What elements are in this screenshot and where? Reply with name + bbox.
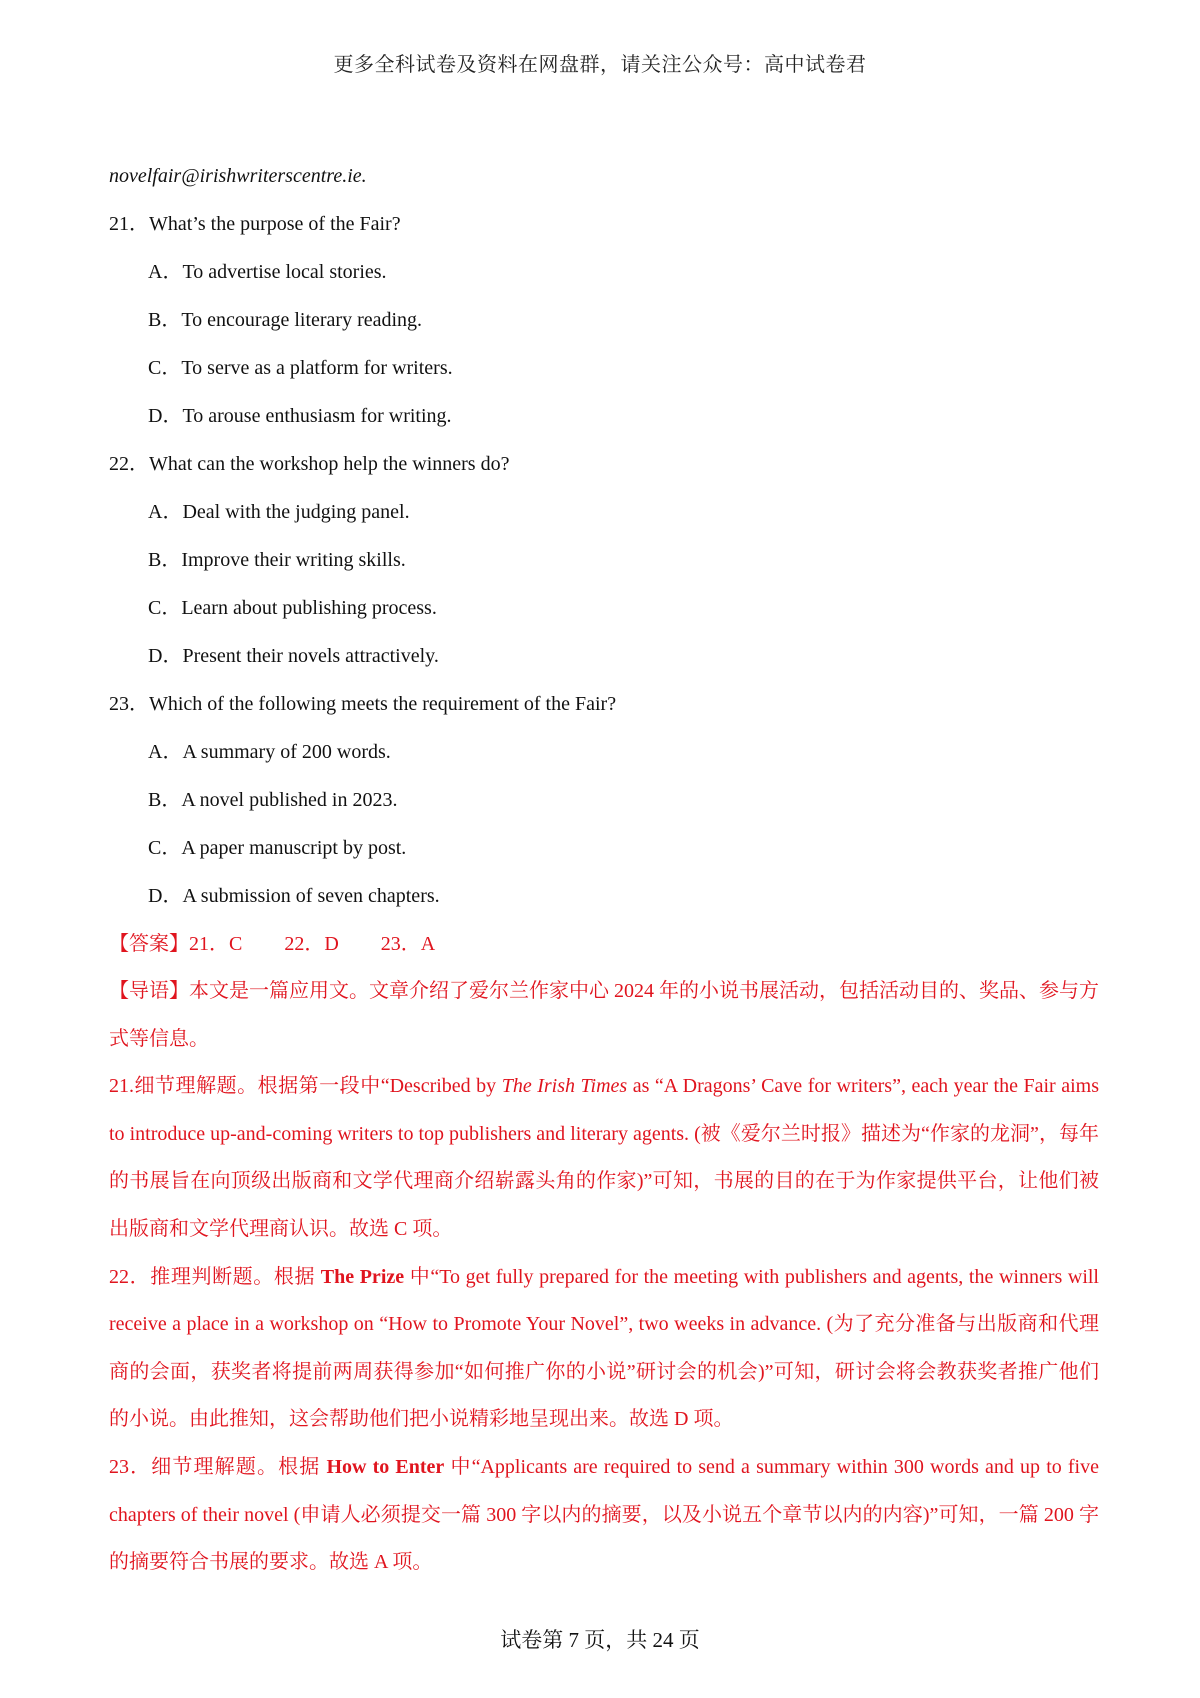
option-b: B．A novel published in 2023. <box>148 789 398 811</box>
answer-line <box>109 920 1099 968</box>
question-22 <box>109 440 1099 680</box>
question-stem: 21．What’s the purpose of the Fair? <box>109 213 401 235</box>
section-title-how-to-enter: How to Enter <box>326 1455 445 1478</box>
page-footer: 试卷第 7 页，共 24 页 <box>500 1628 700 1652</box>
section-title-prize: The Prize <box>320 1265 405 1288</box>
answer-label: 【答案】 <box>109 933 189 955</box>
newspaper-title: The Irish Times <box>501 1075 628 1098</box>
explanation-23 <box>109 1444 1099 1587</box>
question-stem: 22．What can the workshop help the winners do? <box>109 453 510 475</box>
explanation-22-text: 22．推理判断题。根据 <box>109 1265 321 1288</box>
guide-text: 本文是一篇应用文。文章介绍了爱尔兰作家中心 2024 年的小说书展活动，包括活动目的、奖品、参与方式等信息。 <box>109 980 1099 1050</box>
option-d: D．To arouse enthusiasm for writing. <box>148 405 452 427</box>
option-c: C．A paper manuscript by post. <box>148 837 407 859</box>
option-a: A．Deal with the judging panel. <box>148 501 410 523</box>
option-b: B．To encourage literary reading. <box>148 309 423 331</box>
answer-22: 22．D <box>284 933 339 955</box>
option-d: D．Present their novels attractively. <box>148 645 439 667</box>
question-21 <box>109 200 1099 440</box>
guide-paragraph <box>109 968 1099 1063</box>
explanation-21-text: 21.细节理解题。根据第一段中“Described by <box>109 1075 502 1098</box>
option-a: A．A summary of 200 words. <box>148 741 391 763</box>
explanation-22-text-2: 中“To get fully prepared for the meeting with publishers and agents, the winners will receive a place in a workshop on “How to Promote Your Novel”, two weeks in advance. (为了充分准备与出版商和代理商的会面，获奖者将提前两周获得参加“如何推广你的小说”研讨会的机会)”可知，研讨会将会教获奖者推广他们的小说。由此推知，这会帮助他们把小说精彩地呈现出来。故选 D 项。 <box>109 1265 1099 1431</box>
page-header: 更多全科试卷及资料在网盘群，请关注公众号：高中试卷君 <box>333 54 867 76</box>
email-line: novelfair@irishwriterscentre.ie. <box>109 165 367 187</box>
explanation-23-text: 23．细节理解题。根据 <box>109 1455 327 1478</box>
option-c: C．To serve as a platform for writers. <box>148 357 453 379</box>
guide-label: 【导语】 <box>109 980 189 1002</box>
explanation-22 <box>109 1254 1099 1444</box>
question-23 <box>109 680 1099 920</box>
question-stem: 23．Which of the following meets the requirement of the Fair? <box>109 693 617 715</box>
explanation-23-text-2: 中“Applicants are required to send a summary within 300 words and up to five chapters of their novel (申请人必须提交一篇 300 字以内的摘要，以及小说五个章节以内的内容)”可知，一篇 200 字的摘要符合书展的要求。故选 A 项。 <box>109 1455 1099 1574</box>
explanation-21-text-2: as “A Dragons’ Cave for writers”, each year the Fair aims to introduce up-and-coming writers to top publishers and literary agents. (被《爱尔兰时报》描述为“作家的龙洞”，每年的书展旨在向顶级出版商和文学代理商介绍崭露头角的作家)”可知，书展的目的在于为作家提供平台，让他们被出版商和文学代理商认识。故选 C 项。 <box>109 1075 1099 1240</box>
option-b: B．Improve their writing skills. <box>148 549 406 571</box>
option-c: C．Learn about publishing process. <box>148 597 437 619</box>
explanation-21 <box>109 1063 1099 1253</box>
answer-21: 21．C <box>189 933 243 955</box>
option-a: A．To advertise local stories. <box>148 261 387 283</box>
explanations <box>109 968 1099 1587</box>
answer-23: 23．A <box>380 933 436 955</box>
option-d: D．A submission of seven chapters. <box>148 885 440 907</box>
page-content <box>109 152 1099 1587</box>
